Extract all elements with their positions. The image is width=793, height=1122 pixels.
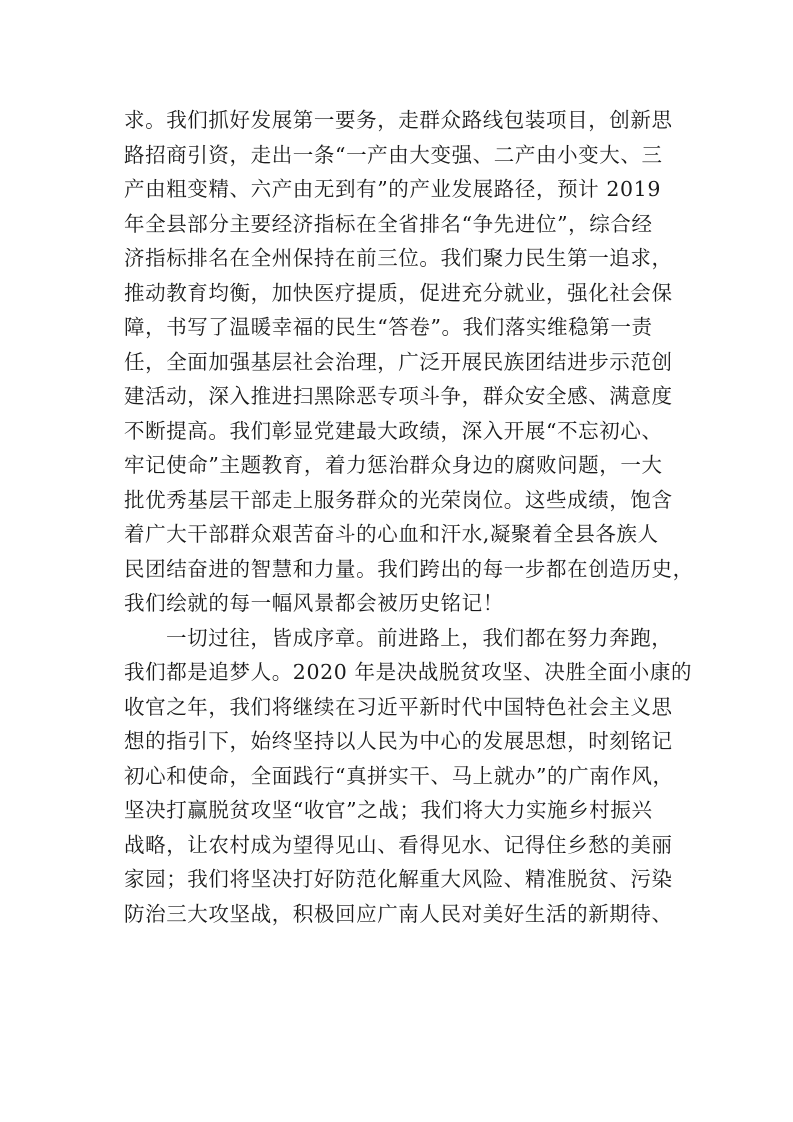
text-line: 初心和使命，全面践行“真拼实干、马上就办”的广南作风，: [124, 763, 674, 788]
text-line: 民团结奋进的智慧和力量。我们跨出的每一步都在创造历史，: [124, 556, 694, 581]
text-line: 收官之年，我们将继续在习近平新时代中国特色社会主义思: [124, 694, 673, 719]
text-line: 求。我们抓好发展第一要务，走群众路线包装项目，创新思: [124, 108, 673, 132]
text-line: 牢记使命”主题教育，着力惩治群众身边的腐败问题，一大: [124, 453, 663, 477]
text-line: 路招商引资，走出一条“一产由大变强、二产由小变大、三: [124, 142, 663, 167]
text-line: 不断提高。我们彰显党建最大政绩，深入开展“不忘初心、: [124, 418, 663, 443]
text-line: 防治三大攻坚战，积极回应广南人民对美好生活的新期待、: [124, 901, 673, 926]
text-line: 济指标排名在全州保持在前三位。我们聚力民生第一追求，: [124, 246, 673, 270]
text-line: 产由粗变精、六产由无到有”的产业发展路径，预计 2019: [124, 177, 661, 201]
text-line: 一切过往，皆成序章。前进路上，我们都在努力奔跑，: [166, 625, 673, 650]
text-line: 建活动，深入推进扫黑除恶专项斗争，群众安全感、满意度: [124, 384, 673, 408]
text-line: 任，全面加强基层社会治理，广泛开展民族团结进步示范创: [124, 349, 673, 374]
text-line: 推动教育均衡，加快医疗提质，促进充分就业，强化社会保: [124, 280, 673, 305]
paragraph: [124, 103, 694, 621]
text-line: 障，书写了温暖幸福的民生“答卷”。我们落实维稳第一责: [124, 315, 653, 339]
text-line: 家园；我们将坚决打好防范化解重大风险、精准脱贫、污染: [124, 867, 673, 891]
text-line: 批优秀基层干部走上服务群众的光荣岗位。这些成绩，饱含: [124, 487, 673, 512]
text-line: 坚决打赢脱贫攻坚“收官”之战；我们将大力实施乡村振兴: [124, 798, 653, 822]
text-line: 战略，让农村成为望得见山、看得见水、记得住乡愁的美丽: [124, 832, 673, 857]
text-line: 我们都是追梦人。2020 年是决战脱贫攻坚、决胜全面小康的: [124, 660, 693, 684]
text-line: 年全县部分主要经济指标在全省排名“争先进位”，综合经: [124, 211, 653, 236]
text-line: 想的指引下，始终坚持以人民为中心的发展思想，时刻铭记: [124, 729, 673, 753]
text-line: 我们绘就的每一幅风景都会被历史铭记！: [124, 591, 504, 615]
paragraph: [124, 621, 693, 932]
text-line: 着广大干部群众艰苦奋斗的心血和汗水,凝聚着全县各族人: [124, 522, 659, 546]
body-text: [124, 103, 694, 931]
